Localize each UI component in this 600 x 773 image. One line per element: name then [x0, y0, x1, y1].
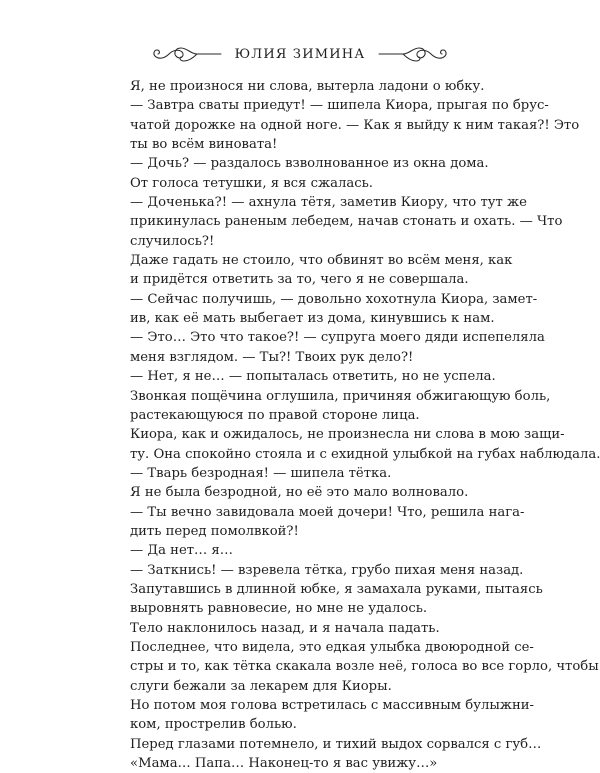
- text-line: — Доченька?! — ахнула тётя, заметив Киору, что тут же: [130, 195, 527, 211]
- text-line: От голоса тетушки, я вся сжалась.: [130, 175, 373, 191]
- paragraph: [112, 561, 524, 580]
- paragraph: [112, 464, 488, 483]
- text-line: чатой дорожке на одной ноге. — Как я выйду к ним такая?! Это: [130, 117, 580, 133]
- running-header: [0, 40, 600, 68]
- paragraph: [112, 174, 488, 193]
- paragraph: [112, 328, 545, 367]
- text-line: — Тварь безродная! — шипела тётка.: [130, 465, 392, 481]
- text-line: — Сейчас получишь, — довольно хохотнула Киора, замет-: [130, 291, 538, 307]
- text-line: ком, прострелив болью.: [130, 717, 297, 733]
- paragraph: [112, 483, 488, 502]
- paragraph: [112, 696, 534, 735]
- paragraph: [112, 251, 513, 290]
- text-line: Киора, как и ожидалось, не произнесла ни слова в мою защи-: [130, 427, 565, 443]
- paragraph: [112, 638, 599, 696]
- text-line: Последнее, что видела, это едкая улыбка двоюродной се-: [130, 639, 534, 655]
- text-line: выровнять равновесие, но мне не удалось.: [130, 601, 428, 617]
- text-line: — Завтра сваты приедут! — шипела Киора, прыгая по брус-: [130, 98, 549, 114]
- paragraph: [112, 193, 563, 251]
- text-line: — Нет, я не… — попыталась ответить, но не успела.: [130, 369, 496, 385]
- text-line: Даже гадать не стоило, что обвинят во всём меня, как: [130, 253, 513, 269]
- body-text: [112, 77, 600, 773]
- text-line: ив, как её мать выбегает из дома, кинувшись к нам.: [130, 311, 495, 327]
- text-line: стры и то, как тётка скакала возле неё, голоса во все горло, чтобы: [130, 659, 599, 675]
- text-line: и придётся ответить за то, чего я не совершала.: [130, 272, 469, 288]
- text-line: ты во всём виновата!: [130, 137, 278, 153]
- text-line: слуги бежали за лекарем для Киоры.: [130, 678, 392, 694]
- paragraph: [112, 77, 488, 96]
- paragraph: [112, 619, 488, 638]
- text-line: меня взглядом. — Ты?! Твоих рук дело?!: [130, 349, 414, 365]
- text-line: Звонкая пощёчина оглушила, причиняя обжигающую боль,: [130, 388, 551, 404]
- text-line: Запутавшись в длинной юбке, я замахала руками, пытаясь: [130, 581, 543, 597]
- text-line: Но потом моя голова встретилась с массивным булыжни-: [130, 698, 534, 713]
- text-line: ту. Она спокойно стояла и с ехидной улыбкой на губах наблюдала.: [130, 446, 600, 462]
- author-name: ЮЛИЯ ЗИМИНА: [234, 46, 366, 62]
- text-line: — Это… Это что такое?! — супруга моего дяди испепеляла: [130, 330, 545, 346]
- text-line: Я не была безродной, но её это мало волновало.: [130, 485, 469, 501]
- text-line: случилось?!: [130, 233, 215, 249]
- paragraph: [112, 387, 551, 426]
- text-line: Я, не произнося ни слова, вытерла ладони о юбку.: [130, 79, 485, 94]
- paragraph: [112, 154, 488, 173]
- text-line: Тело наклонилось назад, и я начала падать.: [130, 620, 440, 636]
- text-line: «Мама… Папа… Наконец-то я вас увижу…»: [130, 756, 438, 772]
- text-line: — Заткнись! — взревела тётка, грубо пихая меня назад.: [130, 562, 524, 578]
- paragraph: [112, 503, 525, 542]
- text-line: растекающуюся по правой стороне лица.: [130, 407, 420, 423]
- paragraph: [112, 541, 488, 560]
- text-line: дить перед помолвкой?!: [130, 523, 299, 539]
- paragraph: [112, 425, 600, 464]
- text-line: — Да нет… я…: [130, 543, 233, 559]
- paragraph: [112, 754, 488, 773]
- text-line: — Ты вечно завидовала моей дочери! Что, решила нага-: [130, 504, 525, 520]
- paragraph: [112, 290, 538, 329]
- paragraph: [112, 367, 496, 386]
- left-ornament-icon: [151, 42, 223, 66]
- right-ornament-icon: [377, 42, 449, 66]
- paragraph: [112, 96, 580, 154]
- text-line: Перед глазами потемнело, и тихий выдох сорвался с губ…: [130, 736, 542, 752]
- text-line: — Дочь? — раздалось взволнованное из окна дома.: [130, 156, 489, 172]
- paragraph: [112, 735, 542, 754]
- paragraph: [112, 580, 543, 619]
- text-line: прикинулась раненым лебедем, начав стонать и охать. — Что: [130, 214, 563, 230]
